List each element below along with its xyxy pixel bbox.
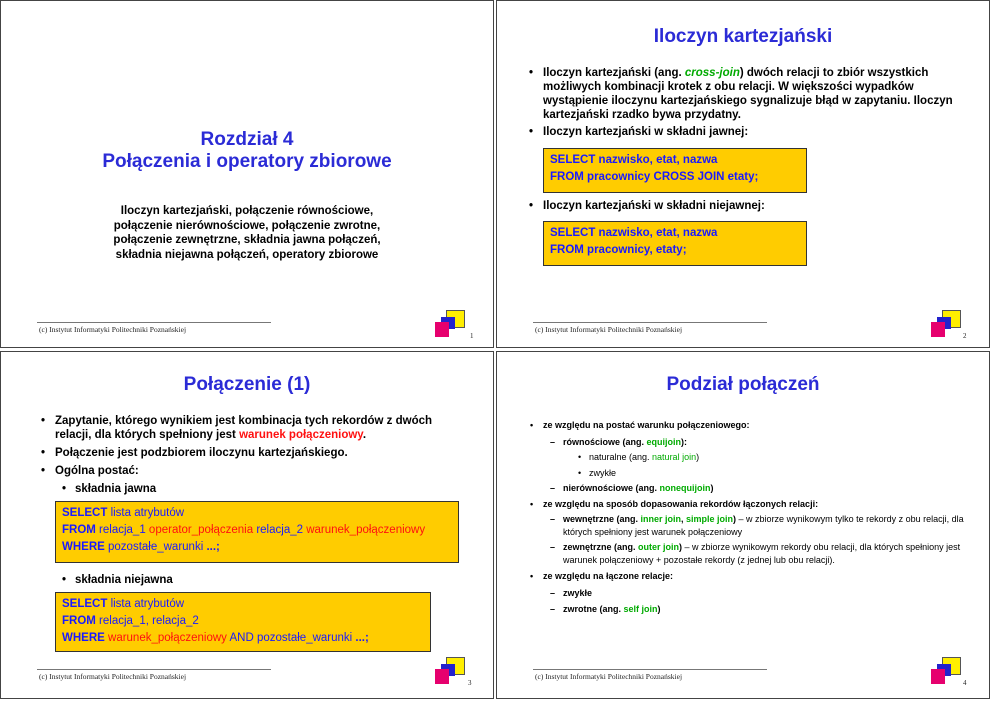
chapter-subtitle: Połączenia i operatory zbiorowe [102, 151, 392, 172]
sub-explicit-syntax: • składnia jawna [62, 483, 157, 495]
slide-1-title [1, 129, 493, 173]
sub-implicit-syntax: • składnia niejawna [62, 574, 173, 586]
slide-4-title: Podział połączeń [666, 374, 820, 395]
bullet-subset: • Połączenie jest podzbiorem iloczynu kartezjańskiego. [41, 447, 348, 459]
page-number: 2 [963, 332, 967, 340]
item-self-join: – zwrotne (ang. self join) [550, 604, 661, 614]
footer-text: (c) Instytut Informatyki Politechniki Poznańskiej [535, 672, 683, 681]
bullet-implicit-syntax: • Iloczyn kartezjański w składni niejawnej: [529, 200, 765, 212]
join-types-list [530, 419, 973, 616]
slide-2 [496, 0, 990, 348]
chapter-topics: Iloczyn kartezjański, połączenie równościowe, połączenie nierównościowe, połączenie zwrotne, połączenie zewnętrzne, składnia jawna połączeń, składnia niejawna połączeń, operatory zbiorowe [113, 205, 381, 261]
item-plain-relations: – zwykłe [550, 587, 593, 598]
footer-text: (c) Instytut Informatyki Politechniki Poznańskiej [535, 325, 683, 334]
footer-divider [37, 322, 271, 323]
slide-3-title: Połączenie (1) [183, 374, 311, 395]
category-condition: • ze względu na postać warunku połączeniowego: [530, 420, 750, 430]
chapter-title: Rozdział 4 [200, 129, 294, 150]
bullet-cross-join-definition: • Iloczyn kartezjański (ang. cross-join) dwóch relacji to zbiór wszystkich możliwych kombinacji krotek z obu relacji. W większości wypadków wystąpienie iloczynu kartezjańskiego sygnalizuje błąd w zapytaniu. Iloczyn kartezjański rzadko bywa przydatny. [529, 67, 953, 121]
footer-text: (c) Instytut Informatyki Politechniki Poznańskiej [39, 672, 187, 681]
category-matching: • ze względu na sposób dopasowania rekordów łączonych relacji: [530, 498, 819, 509]
footer-divider [37, 669, 271, 670]
slide-4 [496, 351, 990, 699]
footer-divider [533, 669, 767, 670]
footer-divider [533, 322, 767, 323]
institute-logo-icon [931, 310, 961, 340]
code-join-implicit: SELECT lista atrybutów FROM relacja_1, relacja_2 WHERE warunek_połączeniowy AND pozostałe_warunki ...; [55, 592, 431, 652]
bullet-general-form: • Ogólna postać: [41, 465, 139, 477]
page-number: 4 [963, 679, 967, 687]
item-inner-join: – wewnętrzne (ang. inner join, simple join) – w zbiorze wynikowym tylko te rekordy z obu relacji, dla których spełniony jest warunek połączeniowy [550, 514, 964, 537]
item-natural-join: • naturalne (ang. natural join) [578, 452, 700, 462]
bullet-explicit-syntax: • Iloczyn kartezjański w składni jawnej: [529, 126, 749, 138]
bullet-join-definition: • Zapytanie, którego wynikiem jest kombinacja tych rekordów z dwóch relacji, dla których spełniony jest warunek połączeniowy. [41, 415, 433, 441]
page-number: 1 [470, 332, 474, 340]
page-number: 3 [468, 679, 472, 687]
slide-2-title: Iloczyn kartezjański [653, 26, 833, 47]
institute-logo-icon [435, 310, 465, 340]
footer-text: (c) Instytut Informatyki Politechniki Poznańskiej [39, 325, 187, 334]
slide-1 [0, 0, 494, 348]
code-join-explicit: SELECT lista atrybutów FROM relacja_1 operator_połączenia relacja_2 warunek_połączeniowy WHERE pozostałe_warunki ...; [55, 501, 459, 563]
item-equijoin: – równościowe (ang. equijoin): [550, 436, 688, 447]
category-relations: • ze względu na łączone relacje: [530, 571, 674, 581]
institute-logo-icon [931, 657, 961, 687]
slide-3 [0, 351, 494, 699]
item-nonequijoin: – nierównościowe (ang. nonequijoin) [550, 483, 714, 493]
code-cross-join-implicit: SELECT nazwisko, etat, nazwa FROM pracownicy, etaty; [543, 221, 807, 266]
institute-logo-icon [435, 657, 465, 687]
item-outer-join: – zewnętrzne (ang. outer join) – w zbiorze wynikowym rekordy obu relacji, dla których spełniony jest warunek połączeniowy + pozostałe rekordy (z jednej lub obu relacji). [550, 542, 961, 565]
code-cross-join-explicit: SELECT nazwisko, etat, nazwa FROM pracownicy CROSS JOIN etaty; [543, 148, 807, 193]
item-plain: • zwykłe [578, 467, 617, 478]
